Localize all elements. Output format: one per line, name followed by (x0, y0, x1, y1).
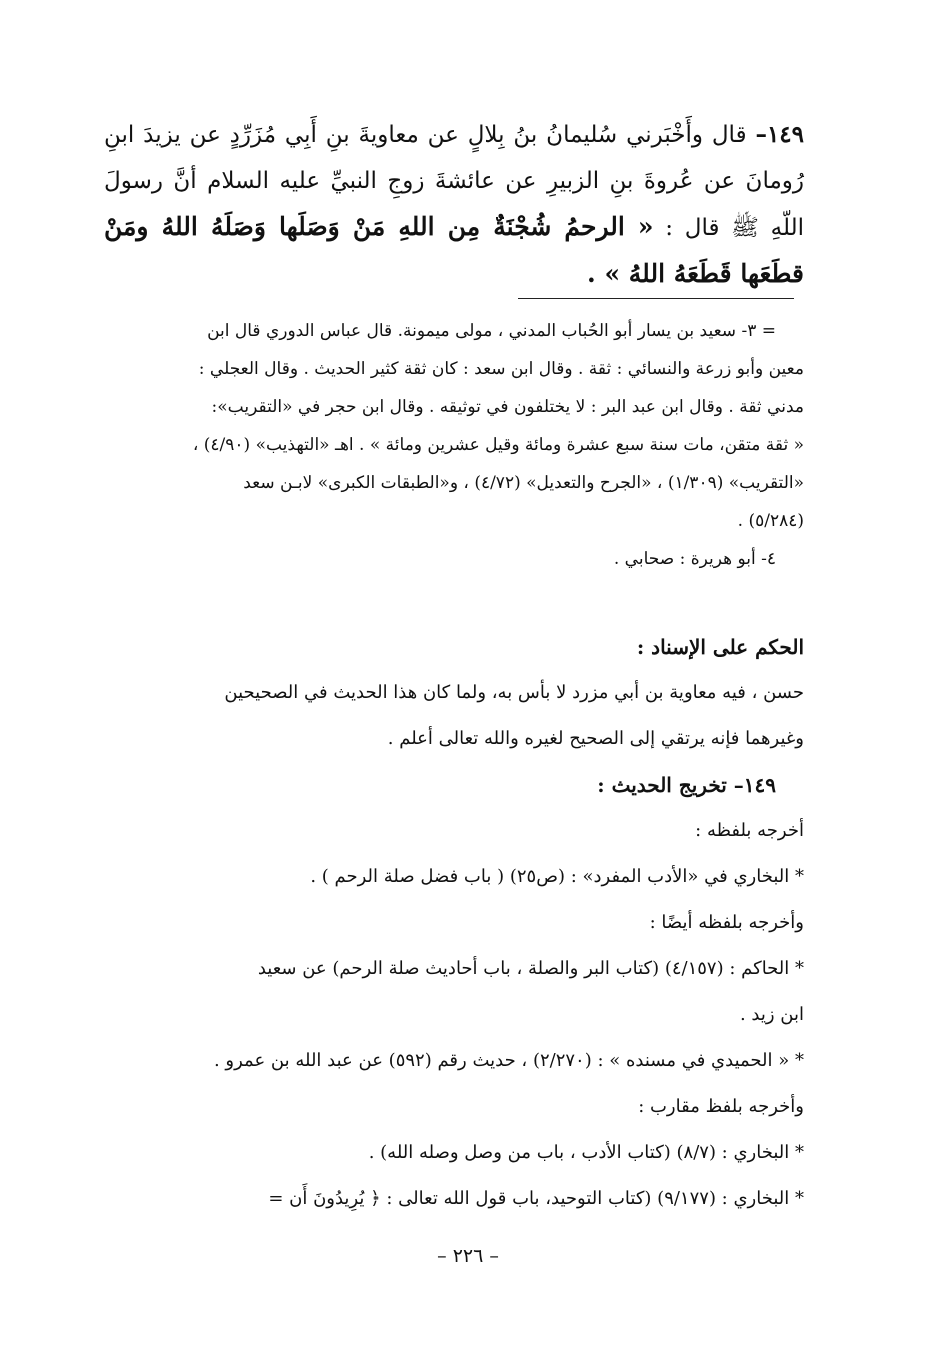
takhrij-line: * البخاري : (٩/١٧٧) (كتاب التوحيد، باب قول الله تعالى : ﴿ يُرِيدُونَ أَن = (268, 1188, 804, 1209)
footnotes (104, 312, 804, 578)
footnote-line: « ثقة متقن، مات سنة سبع عشرة ومائة وقيل عشرين ومائة » . اهـ «التهذيب» (٤/٩٠) ، (192, 435, 804, 455)
footnote-line: مدني ثقة . وقال ابن عبد البر : لا يختلفون في توثيقه . وقال ابن حجر في «التقريب»: (211, 397, 804, 417)
takhrij-line: * الحاكم : (٤/١٥٧) (كتاب البر والصلة ، باب أحاديث صلة الرحم) عن سعيد (257, 958, 804, 979)
takhrij-heading: ١٤٩– تخريج الحديث : (597, 773, 776, 797)
takhrij-line: أخرجه بلفظه : (695, 820, 804, 841)
ruling-section (104, 624, 804, 762)
takhrij-line: وأخرجه بلفظ مقارب : (638, 1096, 804, 1117)
ruling-heading: الحكم على الإسناد : (636, 635, 804, 659)
footnote-divider (518, 298, 794, 299)
footnote-line: «التقريب» (١/٣٠٩) ، «الجرح والتعديل» (٤/٧٢) ، و«الطبقات الكبرى» لابـن سعد (243, 473, 804, 493)
hadith-matn: « الرحمُ شُجْنَةٌ مِن اللهِ مَنْ وَصَلَها وَصَلَهُ اللهُ ومَنْ قطَعَها قَطَعَهُ اللهُ » . (104, 212, 804, 288)
takhrij-section (104, 762, 804, 1222)
ruling-line: وغيرهما فإنه يرتقي إلى الصحيح لغيره والله تعالى أعلم . (387, 728, 804, 749)
hadith-number: ١٤٩– (755, 121, 804, 148)
footnote-line: معين وأبو زرعة والنسائي : ثقة . وقال ابن سعد : كان ثقة كثير الحديث . وقال العجلي : (198, 359, 804, 379)
takhrij-line: * البخاري : (٨/٧) (كتاب الأدب ، باب من وصل وصله الله) . (368, 1142, 804, 1163)
page-number: – ٢٢٦ – (437, 1245, 499, 1267)
ruling-line: حسن ، فيه معاوية بن أبي مزرد لا بأس به، ولما كان هذا الحديث في الصحيحين (224, 682, 804, 703)
footnote-line: ٤- أبو هريرة : صحابي . (613, 549, 776, 569)
footnote-line: (٥/٢٨٤) . (737, 511, 804, 531)
takhrij-line: وأخرجه بلفظه أيضًا : (649, 912, 804, 933)
takhrij-line: * البخاري في «الأدب المفرد» : (ص٢٥) ( باب فضل صلة الرحم ) . (310, 866, 804, 887)
hadith-text (104, 112, 804, 298)
takhrij-line: ابن زيد . (739, 1004, 804, 1025)
hadith-chain: قال وأَخْبَرني سُليمانُ بنُ بِلالٍ عن معاويةَ بنِ أَبِي مُزَرِّدٍ عن يزيدَ ابنِ رُومانَ عن عُروةَ بنِ الزبيرِ عن عائشةَ زوجِ النبيِّ عليه السلام أنَّ رسولَ اللّهِ ﷺ قال : (104, 122, 805, 241)
takhrij-line: * « الحميدي في مسنده » : (٢/٢٧٠) ، حديث رقم (٥٩٢) عن عبد الله بن عمرو . (213, 1050, 804, 1071)
footnote-line: = ٣- سعيد بن يسار أبو الحُباب المدني ، مولى ميمونة. قال عباس الدوري قال ابن (207, 321, 776, 341)
